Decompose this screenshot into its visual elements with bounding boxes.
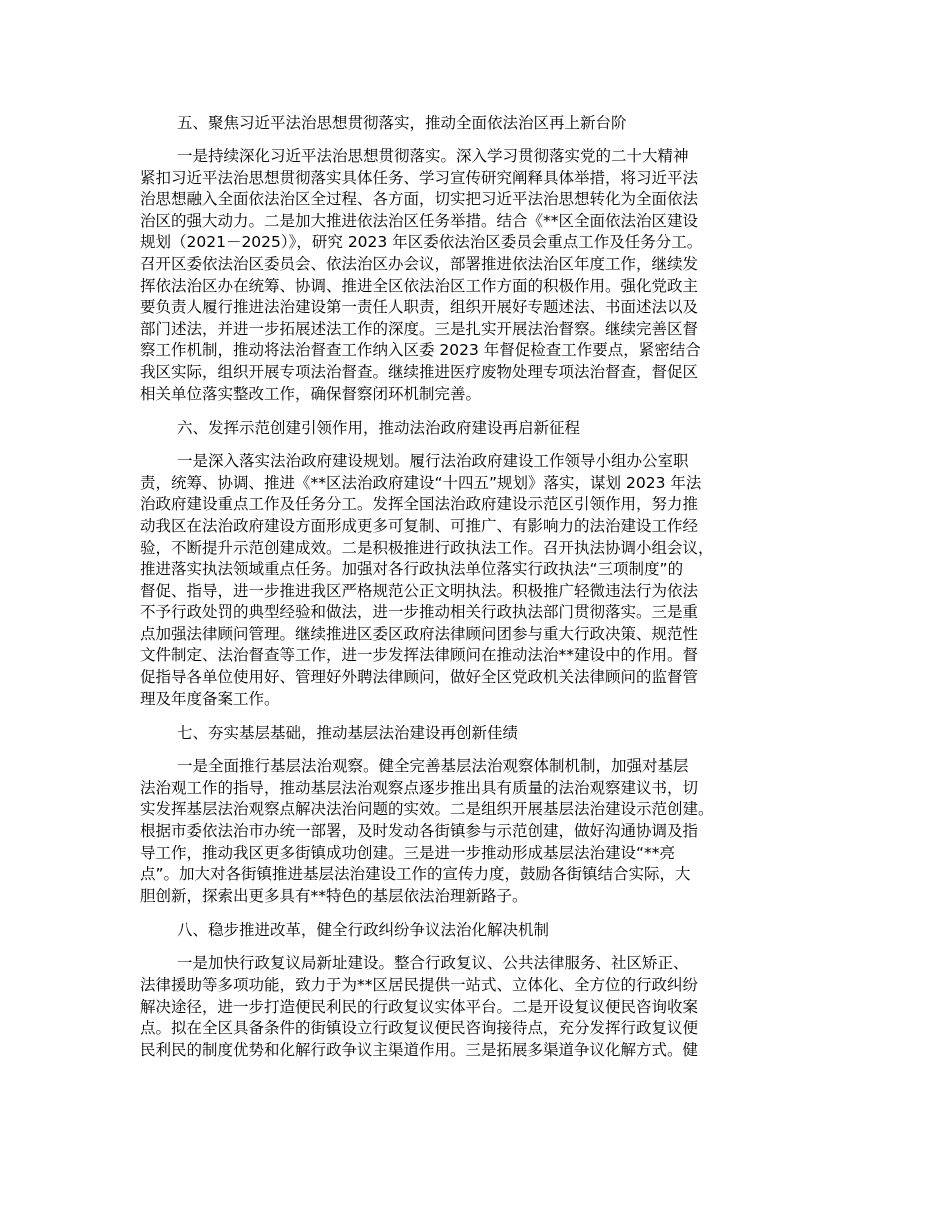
paragraph-line: 动我区在法治政府建设方面形成更多可复制、可推广、有影响力的法治建设工作经 xyxy=(140,516,699,535)
paragraph-line: 规划（2021－2025）》，研究 2023 年区委依法治区委员会重点工作及任务分工。 xyxy=(140,233,703,252)
paragraph-line: 根据市委依法治市办统一部署，及时发动各街镇参与示范创建，做好沟通协调及指 xyxy=(140,822,699,841)
paragraph-line: 督促、指导，进一步推进我区严格规范公正文明执法。积极推广轻微违法行为依法 xyxy=(140,581,699,600)
paragraph-line: 验，不断提升示范创建成效。二是积极推进行政执法工作。召开执法协调小组会议， xyxy=(140,538,714,557)
paragraph-line: 挥依法治区办在统筹、协调、推进全区依法治区工作方面的积极作用。强化党政主 xyxy=(140,276,699,295)
paragraph-line: 召开区委依法治区委员会、依法治区办会议，部署推进依法治区年度工作，继续发 xyxy=(140,254,699,273)
paragraph-line: 胆创新，探索出更多具有**特色的基层依法治理新路子。 xyxy=(140,886,528,905)
paragraph-line: 一是持续深化习近平法治思想贯彻落实。深入学习贯彻落实党的二十大精神 xyxy=(177,147,689,165)
paragraph-line: 部门述法，并进一步拓展述法工作的深度。三是扎实开展法治督察。继续完善区督 xyxy=(140,319,699,338)
paragraph-line: 文件制定、法治督查等工作，进一步发挥法律顾问在推动法治**建设中的作用。督 xyxy=(140,646,699,665)
paragraph-line: 点。拟在全区具备条件的街镇设立行政复议便民咨询接待点，充分发挥行政复议便 xyxy=(140,1019,699,1038)
section-heading: 六、发挥示范创建引领作用，推动法治政府建设再启新征程 xyxy=(177,419,581,438)
section-paragraph xyxy=(140,146,826,405)
paragraph-line: 促指导各单位使用好、管理好外聘法律顾问，做好全区党政机关法律顾问的监督管 xyxy=(140,668,699,687)
paragraph-line: 一是全面推行基层法治观察。健全完善基层法治观察体制机制，加强对基层 xyxy=(177,757,689,776)
paragraph-line: 实发挥基层法治观察点解决法治问题的实效。二是组织开展基层法治建设示范创建。 xyxy=(140,800,714,819)
section-paragraph xyxy=(140,953,826,1061)
paragraph-line: 一是深入落实法治政府建设规划。履行法治政府建设工作领导小组办公室职 xyxy=(177,452,689,471)
paragraph-line: 导工作，推动我区更多街镇成功创建。三是进一步推动形成基层法治建设“**亮 xyxy=(140,843,676,862)
paragraph-line: 民利民的制度优势和化解行政争议主渠道作用。三是拓展多渠道争议化解方式。健 xyxy=(140,1040,699,1059)
paragraph-line: 法律援助等多项功能，致力于为**区居民提供一站式、立体化、全方位的行政纠纷 xyxy=(140,976,699,994)
paragraph-line: 察工作机制，推动将法治督查工作纳入区委 2023 年督促检查工作要点，紧密结合 xyxy=(140,341,701,360)
section-paragraph xyxy=(140,451,826,710)
paragraph-line: 点加强法律顾问管理。继续推进区委区政府法律顾问团参与重大行政决策、规范性 xyxy=(140,624,699,643)
section-paragraph xyxy=(140,756,826,907)
section-heading: 五、聚焦习近平法治思想贯彻落实，推动全面依法治区再上新台阶 xyxy=(177,114,627,132)
paragraph-line: 责，统筹、协调、推进《**区法治政府建设“十四五”规划》落实，谋划 2023 年法 xyxy=(140,473,702,492)
paragraph-line: 不予行政处罚的典型经验和做法，进一步推动相关行政执法部门贯彻落实。三是重 xyxy=(140,603,699,622)
paragraph-line: 治政府建设重点工作及任务分工。发挥全国法治政府建设示范区引领作用，努力推 xyxy=(140,495,699,514)
paragraph-line: 治区的强大动力。二是加大推进依法治区任务举措。结合《**区全面依法治区建设 xyxy=(140,211,699,230)
paragraph-line: 治思想融入全面依法治区全过程、各方面，切实把习近平法治思想转化为全面依法 xyxy=(140,190,699,209)
section-heading: 七、夯实基层基础，推动基层法治建设再创新佳绩 xyxy=(177,724,519,743)
paragraph-line: 法治观工作的指导，推动基层法治观察点逐步推出具有质量的法治观察建议书，切 xyxy=(140,778,699,797)
paragraph-line: 理及年度备案工作。 xyxy=(140,689,280,708)
paragraph-line: 相关单位落实整改工作，确保督察闭环机制完善。 xyxy=(140,384,482,403)
paragraph-line: 解决途径，进一步打造便民利民的行政复议实体平台。二是开设复议便民咨询收案 xyxy=(140,997,699,1016)
document-page xyxy=(140,112,826,1073)
paragraph-line: 推进落实执法领域重点任务。加强对各行政执法单位落实行政执法“三项制度”的 xyxy=(140,560,684,579)
section-heading: 八、稳步推进改革，健全行政纠纷争议法治化解决机制 xyxy=(177,921,550,940)
paragraph-line: 一是加快行政复议局新址建设。整合行政复议、公共法律服务、社区矫正、 xyxy=(177,954,689,973)
paragraph-line: 紧扣习近平法治思想贯彻落实具体任务、学习宣传研究阐释具体举措，将习近平法 xyxy=(140,168,699,187)
paragraph-line: 要负责人履行推进法治建设第一责任人职责，组织开展好专题述法、书面述法以及 xyxy=(140,298,699,317)
paragraph-line: 点”。加大对各街镇推进基层法治建设工作的宣传力度，鼓励各街镇结合实际，大 xyxy=(140,865,691,884)
paragraph-line: 我区实际，组织开展专项法治督查。继续推进医疗废物处理专项法治督查，督促区 xyxy=(140,362,699,381)
